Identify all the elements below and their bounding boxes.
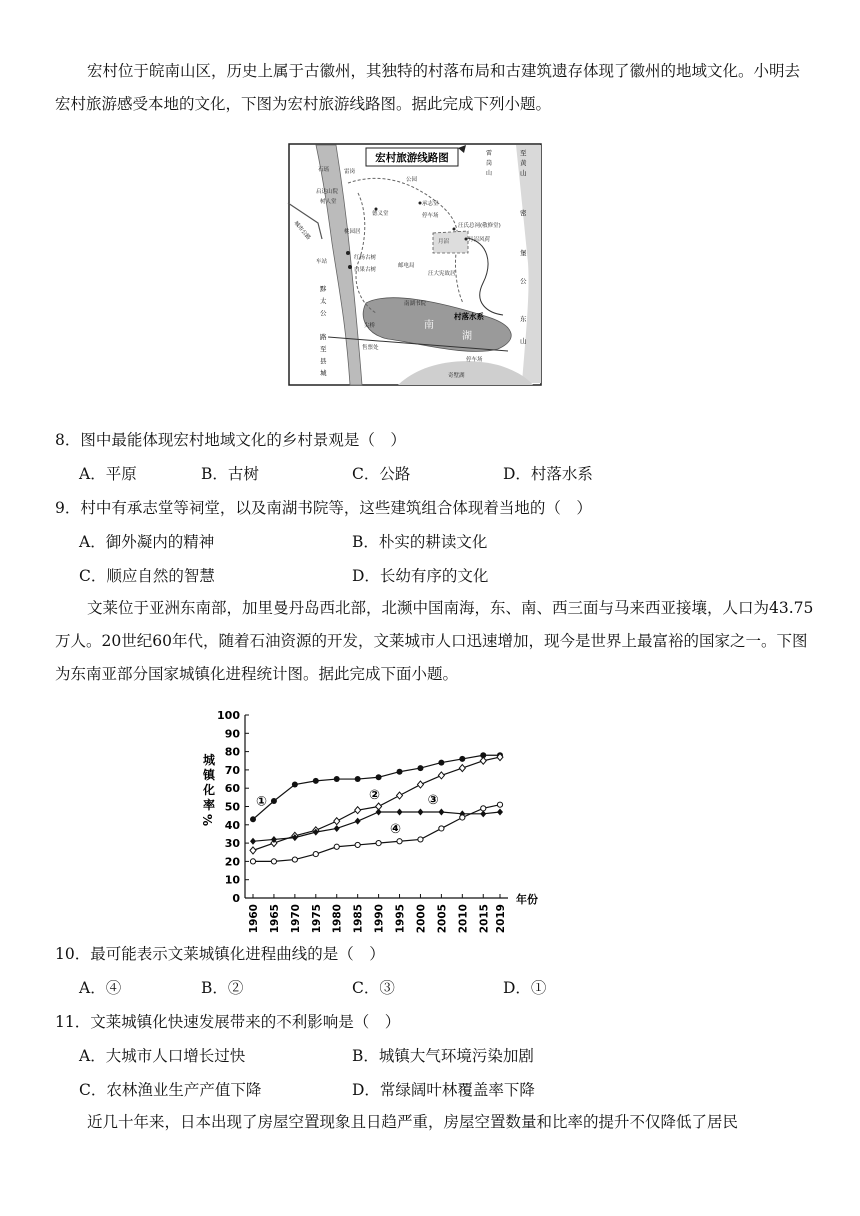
x-tick-label: 2015 — [478, 904, 491, 934]
data-point — [418, 837, 423, 842]
x-tick-label: 1960 — [248, 904, 260, 934]
y-tick-label: 20 — [224, 855, 240, 869]
data-point — [439, 826, 444, 831]
passage-3: 近几十年来，日本出现了房屋空置现象且日趋严重，房屋空置数量和比率的提升不仅降低了居民 — [87, 1113, 739, 1131]
series-label: ② — [368, 788, 380, 804]
data-point — [497, 802, 502, 807]
hongcun-route-map — [288, 143, 542, 386]
question-10-stem: 10．最可能表示文莱城镇化进程曲线的是（ ） — [55, 945, 385, 963]
x-tick-label: 1995 — [394, 904, 407, 934]
data-point — [459, 765, 465, 772]
q9-option-a[interactable]: A．御外凝内的精神 — [79, 533, 215, 551]
series-label: ① — [255, 794, 267, 810]
data-point — [459, 756, 465, 762]
data-point — [355, 807, 361, 814]
q11-option-d[interactable]: D．常绿阔叶林覆盖率下降 — [352, 1081, 535, 1099]
svg-text:公: 公 — [320, 309, 327, 317]
q8-option-c[interactable]: C．公路 — [352, 465, 411, 483]
data-point — [334, 818, 340, 825]
q10-option-a[interactable]: A．④ — [79, 979, 122, 997]
svg-text:山: 山 — [520, 169, 527, 177]
svg-text:路: 路 — [320, 333, 327, 341]
data-point — [271, 798, 277, 804]
q11-option-c[interactable]: C．农林渔业生产产值下降 — [79, 1081, 262, 1099]
q8-option-d[interactable]: D．村落水系 — [503, 465, 593, 483]
question-11-stem: 11．文莱城镇化快速发展带来的不利影响是（ ） — [55, 1013, 401, 1031]
question-9-stem: 9．村中有承志堂等祠堂，以及南湖书院等，这些建筑组合体现着当地的（ ） — [55, 499, 592, 517]
passage-2: 文莱位于亚洲东南部，加里曼丹岛西北部，北濒中国南海，东、南、西三面与马来西亚接壤，人口为43.75万人。20世纪60年代，随着石油资源的开发，文莱城市人口迅速增加，现今是世界上最富裕的国家之一。下图为东南亚部分国家城镇化进程统计图。据此完成下面小题。 — [55, 599, 814, 683]
data-point — [334, 776, 340, 782]
label-luoyan: 雷岗 — [344, 169, 356, 175]
data-point — [355, 818, 361, 825]
svg-text:密: 密 — [520, 209, 527, 217]
y-tick-label: 0 — [232, 892, 240, 905]
svg-text:堡: 堡 — [520, 249, 527, 257]
label-nan: 南 — [424, 320, 434, 331]
label-chezhan: 车站 — [316, 259, 328, 265]
svg-text:岗: 岗 — [486, 160, 493, 167]
label-shurenjie: 树人堂 — [320, 199, 337, 205]
urbanization-chart-svg — [195, 706, 555, 934]
x-tick-label: 2019 — [495, 904, 507, 934]
data-point — [313, 851, 318, 856]
x-tick-label: 1965 — [268, 904, 281, 934]
svg-text:县: 县 — [320, 357, 327, 365]
series-label: ③ — [427, 792, 439, 808]
svg-text:至: 至 — [520, 149, 527, 157]
label-qiyangshan: 奇墅湖 — [448, 373, 465, 379]
y-tick-label: 90 — [224, 727, 240, 741]
data-point — [460, 815, 465, 820]
data-point — [417, 781, 423, 788]
label-shanzhuangushu: 白果古树 — [354, 267, 377, 273]
top-hill-text — [486, 149, 492, 177]
data-point — [250, 838, 256, 845]
x-tick-label: 1975 — [310, 904, 323, 934]
q10-option-d[interactable]: D．① — [503, 979, 547, 997]
x-tick-label: 1990 — [373, 904, 386, 934]
label-hu: 湖 — [462, 331, 472, 342]
y-tick-label: 60 — [224, 782, 240, 796]
data-point — [480, 757, 486, 764]
y-axis-label-char: % — [200, 814, 214, 827]
label-tingchechang-1: 停车场 — [422, 213, 439, 219]
y-tick-label: 40 — [224, 818, 240, 832]
y-tick-label: 80 — [224, 745, 240, 759]
q9-option-d[interactable]: D．长幼有序的文化 — [352, 567, 489, 585]
x-tick-label: 1970 — [289, 904, 302, 934]
label-dehuaitang: 德义堂 — [372, 211, 389, 217]
label-wangdafuzhai: 汪大宪故居 — [428, 271, 456, 277]
svg-text:雷: 雷 — [486, 150, 493, 157]
x-tick-label: 2005 — [436, 904, 449, 934]
label-qishan-yuan: 启达山院 — [316, 189, 339, 195]
data-point — [397, 769, 403, 775]
q9-option-b[interactable]: B．朴实的耕读文化 — [352, 533, 488, 551]
q8-option-b[interactable]: B．古树 — [201, 465, 259, 483]
label-left-top-road: 城市公路 — [292, 220, 312, 242]
svg-text:至: 至 — [320, 345, 327, 353]
label-bengongyuan: 公园 — [406, 177, 418, 183]
data-point — [334, 844, 339, 849]
urbanization-chart — [195, 706, 555, 934]
data-point — [438, 772, 444, 779]
x-tick-label: 1980 — [331, 904, 344, 934]
data-point — [417, 765, 423, 771]
svg-text:公: 公 — [520, 277, 527, 285]
y-tick-label: 10 — [224, 873, 240, 887]
data-point — [397, 839, 402, 844]
x-tick-label: 2010 — [457, 904, 470, 934]
y-tick-label: 100 — [217, 709, 240, 722]
x-tick-label: 1985 — [352, 904, 365, 934]
svg-text:城: 城 — [320, 369, 327, 377]
y-axis-label-char: 城 — [203, 753, 216, 767]
data-point — [438, 760, 444, 766]
svg-text:太: 太 — [320, 297, 327, 305]
data-point — [417, 808, 423, 815]
q11-option-b[interactable]: B．城镇大气环境污染加剧 — [352, 1047, 534, 1065]
data-point — [397, 808, 403, 815]
svg-text:黄: 黄 — [520, 159, 527, 167]
label-youdianju: 邮电局 — [398, 263, 415, 269]
label-shiyan: 石瑶 — [318, 167, 330, 173]
data-point — [271, 859, 276, 864]
series-label: ④ — [389, 822, 401, 838]
passage-1: 宏村位于皖南山区，历史上属于古徽州，其独特的村落布局和古建筑遗存体现了徽州的地域文化。小明去宏村旅游感受本地的文化，下图为宏村旅游线路图。据此完成下列小题。 — [55, 62, 801, 113]
label-cunluoshuixi: 村落水系 — [454, 312, 484, 321]
q11-option-a[interactable]: A．大城市人口增长过快 — [79, 1047, 246, 1065]
data-point — [376, 774, 382, 780]
label-jindaiyuan: 桃园居 — [344, 229, 361, 235]
y-tick-label: 50 — [224, 800, 240, 814]
y-axis-label-char: 率 — [203, 798, 216, 812]
data-point — [250, 816, 256, 822]
data-point — [481, 806, 486, 811]
q10-option-c[interactable]: C．③ — [352, 979, 395, 997]
y-tick-label: 30 — [224, 837, 240, 851]
data-point — [438, 808, 444, 815]
data-point — [355, 842, 360, 847]
svg-text:山: 山 — [520, 337, 527, 345]
data-point — [292, 782, 298, 788]
x-tick-label: 2000 — [415, 904, 428, 934]
svg-text:东: 东 — [520, 315, 527, 323]
data-point — [292, 857, 297, 862]
label-chengzhitang: 承志堂 — [422, 201, 439, 207]
data-point — [376, 841, 381, 846]
y-axis-label-char: 镇 — [203, 768, 216, 782]
label-yuezhaofengqing: 月沼风荷 — [468, 237, 491, 243]
data-point — [355, 776, 361, 782]
q10-option-b[interactable]: B．② — [201, 979, 244, 997]
map-svg — [288, 143, 542, 386]
data-point — [397, 792, 403, 799]
label-nanhushuyuan: 南湖书院 — [404, 301, 427, 307]
map-title: 宏村旅游线路图 — [375, 152, 449, 164]
y-axis-label-char: 化 — [203, 783, 216, 797]
data-point — [250, 847, 256, 854]
label-tingchechang-2: 停车场 — [466, 357, 483, 363]
label-qianqiao: 尖桥 — [364, 323, 376, 329]
data-point — [334, 825, 340, 832]
data-point — [313, 778, 319, 784]
label-yuezhao: 月沼 — [438, 239, 450, 245]
label-xiangongchu: 售票处 — [362, 345, 379, 351]
svg-text:黟: 黟 — [320, 285, 327, 293]
q8-option-a[interactable]: A．平原 — [79, 465, 137, 483]
y-tick-label: 70 — [224, 763, 240, 777]
label-hongyangushu: 红杨古树 — [354, 255, 377, 261]
label-wangshizongci: 汪氏总祠(敬修堂) — [458, 223, 501, 229]
q9-option-c[interactable]: C．顺应自然的智慧 — [79, 567, 215, 585]
data-point — [250, 859, 255, 864]
data-point — [497, 808, 503, 815]
question-8-stem: 8．图中最能体现宏村地域文化的乡村景观是（ ） — [55, 431, 406, 449]
x-axis-label: 年份 — [516, 893, 538, 906]
svg-text:山: 山 — [486, 170, 493, 177]
data-point — [376, 808, 382, 815]
